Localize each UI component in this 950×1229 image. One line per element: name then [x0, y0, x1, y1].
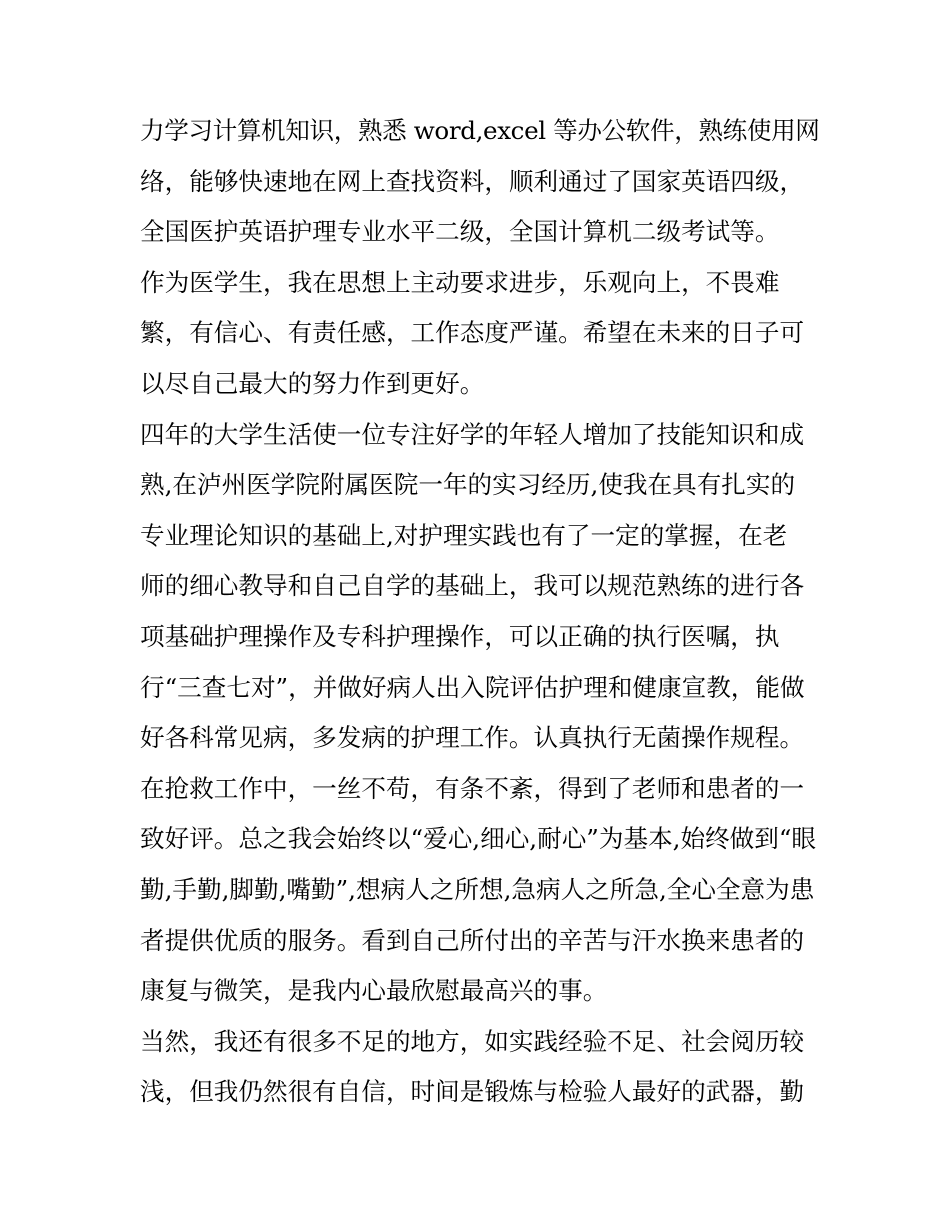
text-line: 致好评。总之我会始终以“爱心,细心,耐心”为基本,始终做到“眼 — [140, 824, 817, 854]
text-line: 四年的大学生活使一位专注好学的年轻人增加了技能知识和成 — [140, 419, 805, 449]
text-line: 浅，但我仍然很有自信，时间是锻炼与检验人最好的武器，勤 — [140, 1077, 805, 1107]
text-line: 师的细心教导和自己自学的基础上，我可以规范熟练的进行各 — [140, 571, 805, 601]
text-line: 当然，我还有很多不足的地方，如实践经验不足、社会阅历较 — [140, 1026, 805, 1056]
text-line: 行“三查七对”，并做好病人出入院评估护理和健康宣教，能做 — [140, 672, 805, 702]
text-line: 在抢救工作中，一丝不苟，有条不紊，得到了老师和患者的一 — [140, 773, 805, 803]
text-line: 专业理论知识的基础上,对护理实践也有了一定的掌握，在老 — [140, 520, 788, 550]
text-line: 以尽自己最大的努力作到更好。 — [140, 368, 485, 398]
text-line: 作为医学生，我在思想上主动要求进步，乐观向上，不畏难 — [140, 267, 780, 297]
text-line: 络，能够快速地在网上查找资料，顺利通过了国家英语四级， — [140, 166, 805, 196]
text-line: 熟,在泸州医学院附属医院一年的实习经历,使我在具有扎实的 — [140, 470, 796, 500]
text-line: 项基础护理操作及专科护理操作，可以正确的执行医嘱，执 — [140, 621, 780, 651]
text-line: 全国医护英语护理专业水平二级，全国计算机二级考试等。 — [140, 217, 780, 247]
document-body — [140, 106, 820, 1118]
text-line: 者提供优质的服务。看到自己所付出的辛苦与汗水换来患者的 — [140, 925, 805, 955]
text-line: 勤,手勤,脚勤,嘴勤”,想病人之所想,急病人之所急,全心全意为患 — [140, 874, 815, 904]
text-line: 力学习计算机知识，熟悉 word,excel 等办公软件，熟练使用网 — [140, 116, 820, 145]
text-line: 好各科常见病，多发病的护理工作。认真执行无菌操作规程。 — [140, 723, 805, 753]
text-line: 康复与微笑，是我内心最欣慰最高兴的事。 — [140, 976, 608, 1006]
text-line: 繁，有信心、有责任感，工作态度严谨。希望在未来的日子可 — [140, 318, 805, 348]
